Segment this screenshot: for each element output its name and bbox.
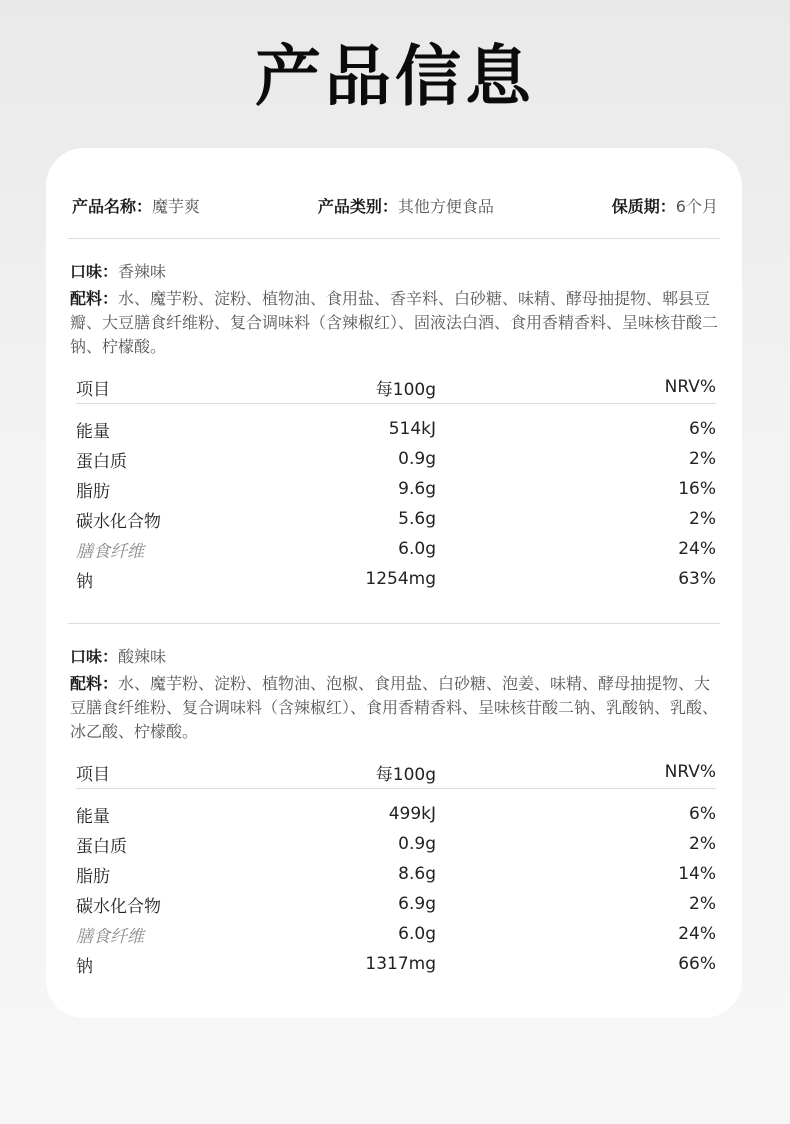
table-row xyxy=(76,414,716,444)
flavor-section xyxy=(70,645,718,979)
shelf-life xyxy=(612,194,718,217)
nutrient-nrv: 24% xyxy=(678,924,716,944)
nutrient-name: 脂肪 xyxy=(76,866,110,887)
nutrient-name: 能量 xyxy=(76,421,110,442)
nutrient-name: 碳水化合物 xyxy=(76,511,161,532)
nutrient-nrv: 66% xyxy=(678,954,716,974)
product-name xyxy=(72,194,200,217)
product-category-value: 其他方便食品 xyxy=(397,197,494,216)
table-row xyxy=(76,919,716,949)
table-row xyxy=(76,444,716,474)
product-name-value: 魔芋爽 xyxy=(152,197,201,216)
nutrient-name: 蛋白质 xyxy=(76,451,127,472)
header-per100g: 每100g xyxy=(375,379,436,400)
nutrient-name: 蛋白质 xyxy=(76,836,127,857)
nutrient-per100g: 9.6g xyxy=(398,479,436,499)
basic-info-row xyxy=(72,194,718,217)
header-item: 项目 xyxy=(76,379,110,400)
nutrient-nrv: 14% xyxy=(678,864,716,884)
nutrient-nrv: 2% xyxy=(689,449,716,469)
table-header xyxy=(76,756,716,789)
shelf-life-value: 6个月 xyxy=(675,197,718,216)
table-row xyxy=(76,949,716,979)
nutrient-per100g: 6.0g xyxy=(398,924,436,944)
flavor-value: 酸辣味 xyxy=(118,647,167,666)
table-row xyxy=(76,889,716,919)
nutrient-name: 膳食纤维 xyxy=(76,926,144,947)
flavor-line xyxy=(70,645,718,669)
ingredients-label: 配料： xyxy=(70,289,119,308)
nutrient-per100g: 499kJ xyxy=(388,804,436,824)
table-row xyxy=(76,829,716,859)
table-row xyxy=(76,799,716,829)
nutrient-nrv: 63% xyxy=(678,569,716,589)
ingredients-label: 配料： xyxy=(70,674,119,693)
divider xyxy=(68,238,720,239)
page-title: 产品信息 xyxy=(255,38,535,115)
nutrient-per100g: 1317mg xyxy=(365,954,436,974)
flavor-section xyxy=(70,260,718,594)
nutrient-nrv: 2% xyxy=(689,509,716,529)
product-info-card xyxy=(46,148,742,1018)
flavor-label: 口味： xyxy=(70,262,119,281)
nutrient-per100g: 0.9g xyxy=(398,834,436,854)
nutrient-per100g: 8.6g xyxy=(398,864,436,884)
nutrient-nrv: 6% xyxy=(689,419,716,439)
shelf-life-label: 保质期： xyxy=(611,197,676,216)
nutrition-table xyxy=(76,756,716,979)
nutrient-nrv: 2% xyxy=(689,894,716,914)
nutrient-name: 能量 xyxy=(76,806,110,827)
nutrition-table xyxy=(76,371,716,594)
header-nrv: NRV% xyxy=(664,377,716,397)
nutrient-nrv: 16% xyxy=(678,479,716,499)
header-nrv: NRV% xyxy=(664,762,716,782)
nutrient-nrv: 6% xyxy=(689,804,716,824)
flavor-label: 口味： xyxy=(70,647,119,666)
table-row xyxy=(76,504,716,534)
table-row xyxy=(76,474,716,504)
table-row xyxy=(76,564,716,594)
table-header xyxy=(76,371,716,404)
nutrient-per100g: 6.0g xyxy=(398,539,436,559)
nutrient-name: 脂肪 xyxy=(76,481,110,502)
ingredients xyxy=(70,287,718,359)
ingredients-text: 水、魔芋粉、淀粉、植物油、食用盐、香辛料、白砂糖、味精、酵母抽提物、郫县豆瓣、大豆膳食纤维粉、复合调味料（含辣椒红）、固液法白酒、食用香精香料、呈味核苷酸二钠、柠檬酸。 xyxy=(70,289,719,356)
nutrient-per100g: 6.9g xyxy=(398,894,436,914)
flavor-value: 香辣味 xyxy=(118,262,167,281)
header-per100g: 每100g xyxy=(375,764,436,785)
nutrient-per100g: 0.9g xyxy=(398,449,436,469)
divider xyxy=(68,623,720,624)
nutrient-nrv: 2% xyxy=(689,834,716,854)
nutrient-per100g: 1254mg xyxy=(365,569,436,589)
nutrient-name: 碳水化合物 xyxy=(76,896,161,917)
ingredients-text: 水、魔芋粉、淀粉、植物油、泡椒、食用盐、白砂糖、泡姜、味精、酵母抽提物、大豆膳食纤维粉、复合调味料（含辣椒红）、食用香精香料、呈味核苷酸二钠、乳酸钠、乳酸、冰乙酸、柠檬酸。 xyxy=(70,674,719,741)
nutrient-name: 钠 xyxy=(76,956,93,977)
header-item: 项目 xyxy=(76,764,110,785)
table-row xyxy=(76,534,716,564)
product-category xyxy=(318,194,494,217)
nutrient-per100g: 5.6g xyxy=(398,509,436,529)
nutrient-per100g: 514kJ xyxy=(388,419,436,439)
nutrient-name: 钠 xyxy=(76,571,93,592)
nutrient-name: 膳食纤维 xyxy=(76,541,144,562)
nutrient-nrv: 24% xyxy=(678,539,716,559)
product-name-label: 产品名称： xyxy=(72,197,153,216)
table-row xyxy=(76,859,716,889)
product-category-label: 产品类别： xyxy=(317,197,398,216)
flavor-line xyxy=(70,260,718,284)
ingredients xyxy=(70,672,718,744)
